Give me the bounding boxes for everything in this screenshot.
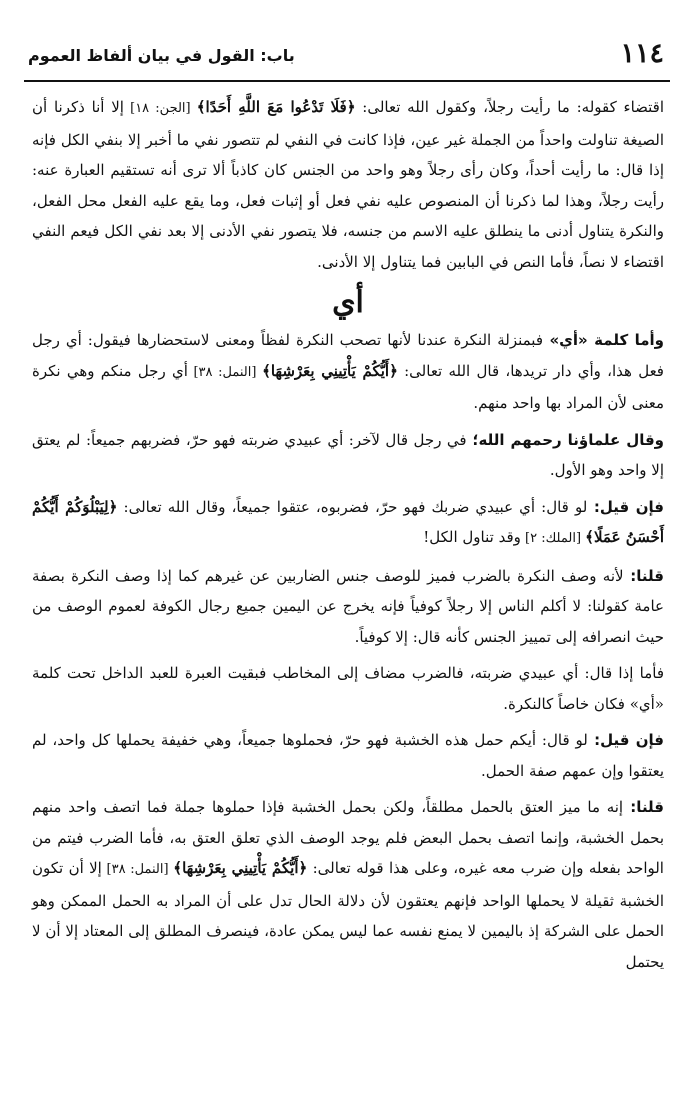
paragraph: فإن قيل: لو قال: أيكم حمل هذه الخشبة فهو حرّ، فحملوها جميعاً، وهي خفيفة يحملها كل واحد، لم يعتقوا وإن عمهم صفة الحمل. [32,731,664,780]
verse-reference: [الجن: ١٨] [123,101,197,116]
page-body [32,92,664,983]
verse-reference: [النمل: ٣٨] [101,862,174,877]
paragraph-lead: وأما كلمة «أي» [543,331,665,349]
paragraph: فأما إذا قال: أي عبيدي ضربته، فالضرب مضاف إلى المخاطب فبقيت العبرة للعبد الداخل تحت كلمة «أي» فكان خاصاً كالنكرة. [32,664,664,713]
section-heading: أي [332,285,364,320]
paragraph: قلنا: إنه ما ميز العتق بالحمل مطلقاً، ولكن بحمل الخشبة فإذا حملوها جملة فما اتصف واحد منهم بحمل الخشبة، وإنما اتصف بحمل البعض فلم يوجد الوصف الذي تعلق العتق به، فأما الضرب فيتم من الواحد بفعله وإن ضرب معه غيره، وعلى هذا قوله تعالى: ﴿أَيُّكُمْ يَأْتِينِي بِعَرْشِهَا﴾ [النمل: ٣٨] إلا أن تكون الخشبة ثقيلة لا يحملها الواحد فإنهم يعتقون لأن دلالة الحال تدل على أن المراد به الحمل الممكن وهو الحمل على الشركة إذ باليمين لا يمنع نفسه عما ليس يمكن عادة، فينصرف المطلق إلى المعتاد إلا أن لا يحتمل [32,798,665,971]
quran-verse: ﴿أَيُّكُمْ يَأْتِينِي بِعَرْشِهَا﴾ [173,859,308,877]
page-header [24,38,670,82]
paragraph: فإن قيل: لو قال: أي عبيدي ضربك فهو حرّ، فضربوه، عتقوا جميعاً، وقال الله تعالى: ﴿لِيَبْلُوَكُمْ أَيُّكُمْ أَحْسَنُ عَمَلًا﴾ [الملك: ٢] وقد تناول الكل! [32,497,664,546]
quran-verse: ﴿لِيَبْلُوَكُمْ أَيُّكُمْ أَحْسَنُ عَمَلًا﴾ [32,497,664,546]
paragraph-opening: اقتضاء كقوله: ما رأيت رجلاً، وكقول الله تعالى: ﴿فَلَا تَدْعُوا مَعَ اللَّهِ أَحَدًا﴾ [الجن: ١٨] إلا أنا ذكرنا أن الصيغة تناولت واحداً من الجملة غير عين، فإذا كانت في النفي لم تتصور نفي ما أخبر إلا بنفي الكل فإنه إذا قال: ما رأيت أحداً، وكان رأى رجلاً وهو واحد من الجنس كان كاذباً ألا ترى أنه تستقيم العبارة عنه: رأيت رجلاً، وهذا لما ذكرنا أن المنصوص عليه نفي فعل أو إثبات فعل، وما يقع عليه الفعل محل الفعل، والنكرة يتناول أدنى ما ينطلق عليه الاسم من جنسه، فلا يتصور نفي الأدنى إلا بعد نفي الكل فيعم النفي اقتضاء لا نصاً، فأما النص في البابين فما يتناول إلا الأدنى. [32,98,665,271]
paragraph: وقال علماؤنا رحمهم الله؛ في رجل قال لآخر: أي عبيدي ضربته فهو حرّ، فضربهم جميعاً: لم يعتق إلا واحد وهو الأول. [32,430,664,479]
paragraph-lead: فإن قيل: [587,497,664,516]
paragraph-lead: فإن قيل: [587,731,664,749]
paragraph-lead: وقال علماؤنا رحمهم الله؛ [466,430,664,449]
page-number: ١١٤ [620,38,664,69]
verse-reference: [الملك: ٢] [520,531,586,546]
paragraph-lead: قلنا: [623,566,665,585]
paragraph: قلنا: لأنه وصف النكرة بالضرب فميز للوصف جنس الضاربين عن غيرهم كما إذا وصف النكرة بصفة عامة كقولنا: لا أكلم الناس إلا رجلاً كوفياً فإنه يخرج عن اليمين جميع رجال الكوفة لعموم الوصف من حيث انصرافه إلى تمييز الجنس كأنه قال: إلا كوفياً. [32,566,665,646]
paragraph-lead: قلنا: [623,798,665,816]
quran-verse: ﴿أَيُّكُمْ يَأْتِينِي بِعَرْشِهَا﴾ [262,361,398,380]
quran-verse: ﴿فَلَا تَدْعُوا مَعَ اللَّهِ أَحَدًا﴾ [196,98,356,116]
paragraph: وأما كلمة «أي» فبمنزلة النكرة عندنا لأنها تصحب النكرة لفظاً ومعنى لاستحضارها فيقول: أي رجل فعل هذا، وأي دار تريدها، قال الله تعالى: ﴿أَيُّكُمْ يَأْتِينِي بِعَرْشِهَا﴾ [النمل: ٣٨] أي رجل منكم وهي نكرة معنى لأن المراد بها واحد منهم. [32,331,665,412]
running-title: باب: القول في بيان ألفاظ العموم [28,46,295,65]
verse-reference: [النمل: ٣٨] [187,364,263,380]
